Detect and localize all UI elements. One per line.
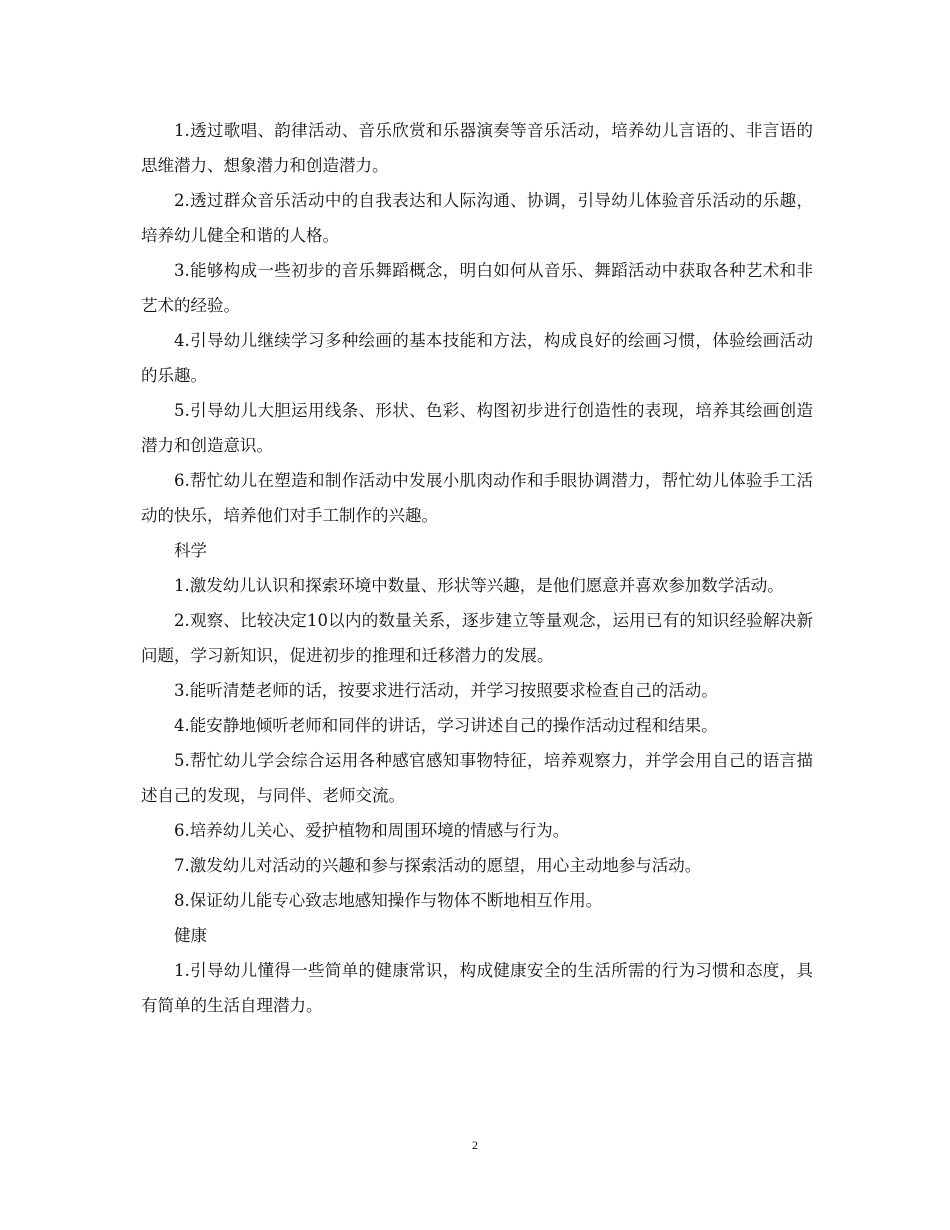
paragraph-art-4: 4.引导幼儿继续学习多种绘画的基本技能和方法，构成良好的绘画习惯，体验绘画活动的乐趣。: [141, 331, 813, 385]
paragraph-art-6: 6.帮忙幼儿在塑造和制作活动中发展小肌肉动作和手眼协调潜力，帮忙幼儿体验手工活动的快乐，培养他们对手工制作的兴趣。: [141, 471, 813, 525]
paragraph-science-6: 6.培养幼儿关心、爱护植物和周围环境的情感与行为。: [174, 821, 570, 840]
section-heading-science: 科学: [174, 541, 207, 560]
paragraph-science-7: 7.激发幼儿对活动的兴趣和参与探索活动的愿望，用心主动地参与活动。: [174, 856, 702, 875]
paragraph-science-5: 5.帮忙幼儿学会综合运用各种感官感知事物特征，培养观察力，并学会用自己的语言描述自己的发现，与同伴、老师交流。: [141, 751, 813, 805]
paragraph-science-1: 1.激发幼儿认识和探索环境中数量、形状等兴趣，是他们愿意并喜欢参加数学活动。: [174, 576, 784, 595]
paragraph-music-3: 3.能够构成一些初步的音乐舞蹈概念，明白如何从音乐、舞蹈活动中获取各种艺术和非艺术的经验。: [141, 261, 813, 315]
page-number: 2: [472, 1138, 478, 1152]
paragraph-science-8: 8.保证幼儿能专心致志地感知操作与物体不断地相互作用。: [174, 891, 603, 910]
body-text: [141, 113, 813, 1023]
paragraph-science-4: 4.能安静地倾听老师和同伴的讲话，学习讲述自己的操作活动过程和结果。: [174, 716, 718, 735]
paragraph-science-2: 2.观察、比较决定10以内的数量关系，逐步建立等量观念，运用已有的知识经验解决新问题，学习新知识，促进初步的推理和迁移潜力的发展。: [141, 611, 813, 665]
paragraph-health-1: 1.引导幼儿懂得一些简单的健康常识，构成健康安全的生活所需的行为习惯和态度，具有简单的生活自理潜力。: [141, 961, 813, 1015]
paragraph-music-2: 2.透过群众音乐活动中的自我表达和人际沟通、协调，引导幼儿体验音乐活动的乐趣，培养幼儿健全和谐的人格。: [141, 191, 813, 245]
paragraph-art-5: 5.引导幼儿大胆运用线条、形状、色彩、构图初步进行创造性的表现，培养其绘画创造潜力和创造意识。: [141, 401, 813, 455]
section-heading-health: 健康: [174, 926, 207, 945]
paragraph-science-3: 3.能听清楚老师的话，按要求进行活动，并学习按照要求检查自己的活动。: [174, 681, 718, 700]
paragraph-music-1: 1.透过歌唱、韵律活动、音乐欣赏和乐器演奏等音乐活动，培养幼儿言语的、非言语的思维潜力、想象潜力和创造潜力。: [141, 121, 813, 175]
